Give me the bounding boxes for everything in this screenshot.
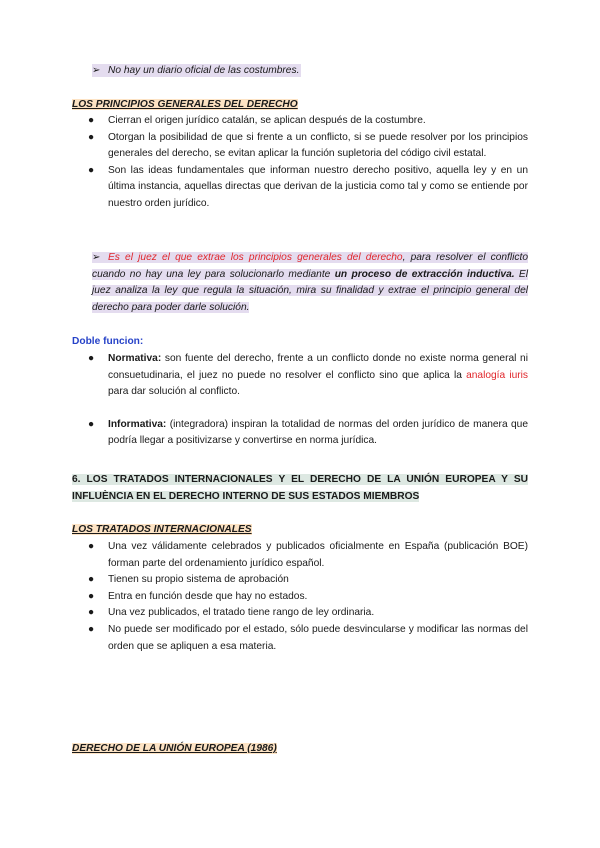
- section-tratados-heading: LOS TRATADOS INTERNACIONALES: [72, 524, 252, 535]
- bullet-icon: ●: [88, 623, 95, 635]
- bullet-icon: ●: [88, 353, 95, 364]
- note-red-text: Es el juez el que extrae los principios generales del derecho: [108, 252, 403, 263]
- section-ue-heading: DERECHO DE LA UNIÓN EUROPEA (1986): [72, 743, 277, 754]
- top-note: [92, 63, 301, 80]
- section-6-heading: 6. LOS TRATADOS INTERNACIONALES Y EL DERECHO DE LA UNIÓN EUROPEA Y SU INFLUÈNCIA EN EL DERECHO INTERNO DE SUS ESTADOS MIEMBROS: [72, 474, 528, 502]
- bullet-icon: ●: [88, 541, 95, 552]
- doble-funcion-heading: Doble funcion:: [72, 336, 144, 347]
- list-item: ● Otorgan la posibilidad de que si frente a un conflicto, si se puede resolver por los principios generales del derecho, se evitan aplicar la función supletoria del código civil estatal.: [88, 131, 528, 160]
- list-item: ● Una vez válidamente celebrados y publicados oficialmente en España (publicación BOE) forman parte del ordenamiento jurídico español.: [88, 541, 528, 569]
- bullet-icon: ●: [88, 164, 95, 176]
- list-item-normativa: ● Normativa: son fuente del derecho, frente a un conflicto donde no existe norma general ni consuetudinaria, el juez no puede no resolver el conflicto sino que aplica la analogía iuris para dar solución al conflicto.: [88, 353, 528, 398]
- principios-note: ➢ Es el juez el que extrae los principios generales del derecho, para resolver el conflicto cuando no hay una ley para solucionarlo mediante un proceso de extracción inductiva. El juez analiza la ley que regula la situación, mira su finalidad y extrae el principio general del derecho para poder darle solución.: [92, 252, 529, 313]
- top-note-text: No hay un diario oficial de las costumbres.: [108, 65, 300, 76]
- arrow-icon: ➢: [92, 252, 101, 263]
- list-item: ● Cierran el origen jurídico catalán, se aplican después de la costumbre.: [88, 113, 528, 130]
- bullet-icon: ●: [88, 574, 95, 586]
- doble-funcion-list: [88, 351, 528, 450]
- section-principios-heading: LOS PRINCIPIOS GENERALES DEL DERECHO: [72, 99, 298, 110]
- tratados-list: [88, 539, 528, 655]
- arrow-icon: ➢: [92, 65, 101, 76]
- bullet-icon: ●: [88, 418, 95, 430]
- list-item: ● Son las ideas fundamentales que informan nuestro derecho positivo, aquella ley y en un última instancia, aquellas directas que derivan de la justicia como tal y como se entiende por nuestro orden jurídico.: [88, 164, 528, 209]
- principios-list: [88, 113, 528, 213]
- bullet-icon: ●: [88, 131, 95, 143]
- list-item: ● Una vez publicados, el tratado tiene rango de ley ordinaria.: [88, 605, 528, 622]
- list-item: ● Tienen su propio sistema de aprobación: [88, 572, 528, 589]
- list-item-informativa: ● Informativa: (integradora) inspiran la totalidad de normas del orden jurídico de manera que podría llegar a positivizarse y convertirse en norma jurídica.: [88, 418, 528, 447]
- bullet-icon: ●: [88, 590, 95, 602]
- bullet-icon: ●: [88, 607, 95, 619]
- bullet-icon: ●: [88, 115, 95, 126]
- list-item: ● Entra en función desde que hay no estados.: [88, 589, 528, 606]
- list-item: ● No puede ser modificado por el estado, sólo puede desvincularse y modificar las normas del orden que se apliquen a esa materia.: [88, 623, 528, 652]
